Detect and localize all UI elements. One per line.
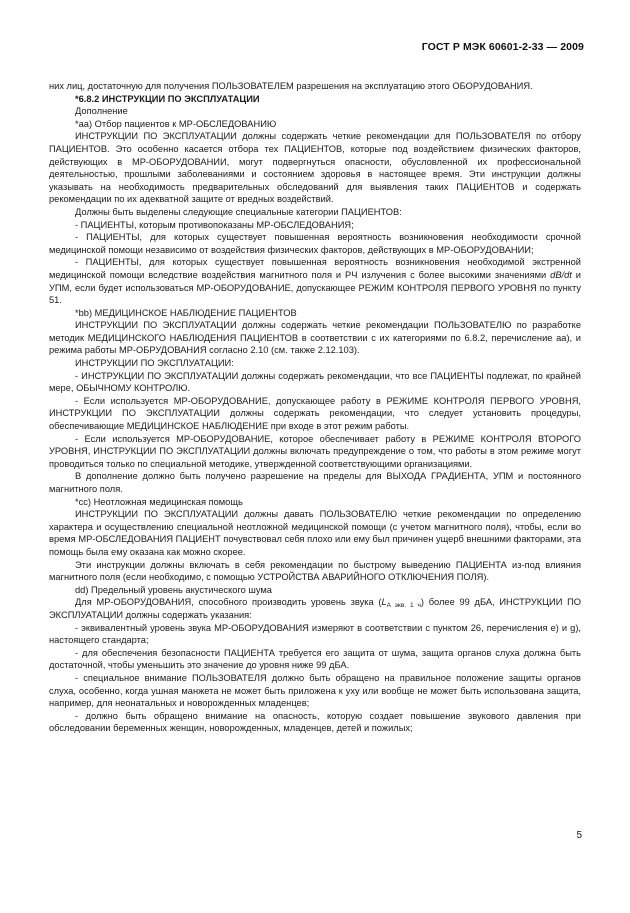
subsection-title: dd) Предельный уровень акустического шума [75, 584, 272, 595]
paragraph: Для МР-ОБОРУДОВАНИЯ, способного производить уровень звука $(L_{A экв. 1 ч})$ более 99 дБА, ИНСТРУКЦИИ ПО ЭКСПЛУАТАЦИИ должны содержать указания: [49, 597, 582, 620]
list-item: - ПАЦИЕНТЫ, которым противопоказаны МР-ОБСЛЕДОВАНИЯ; [75, 219, 354, 230]
paragraph: В дополнение должно быть получено разрешение на пределы для ВЫХОДА ГРАДИЕНТА, УПМ и постоянного магнитного поля. [49, 471, 581, 494]
subsection-title: *cc) Неотложная медицинская помощь [75, 496, 243, 507]
paragraph: них лиц, достаточную для получения ПОЛЬЗОВАТЕЛЕМ разрешения на эксплуатацию этого ОБОРУДОВАНИЯ. [49, 81, 533, 91]
document-body [49, 80, 581, 735]
addition-label: Дополнение [75, 106, 128, 117]
list-item: - для обеспечения безопасности ПАЦИЕНТА требуется его защита от шума, защита органов слуха должна быть достаточной, чтобы уменьшить это значение до уровня ниже 99 дБА. [49, 647, 581, 671]
list-item: - должно быть обращено внимание на опасность, которую создает повышение звукового давления при обследовании беременных женщин, новорожденных, младенцев, детей и пожилых; [49, 710, 581, 734]
paragraph: ИНСТРУКЦИИ ПО ЭКСПЛУАТАЦИИ должны давать ПОЛЬЗОВАТЕЛЮ четкие рекомендации по определению характера и осуществлению специальной неотложной медицинской помощи (с учетом магнитного поля), чтобы, если во время МР-ОБСЛЕДОВАНИЯ ПАЦИЕНТ почувствовал себя плохо или ему был причинен ущерб внешними факторами, эта помощь была ему оказана как можно скорее. [49, 509, 581, 557]
paragraph: Эти инструкции должны включать в себя рекомендации по быстрому выведению ПАЦИЕНТА из-под влияния магнитного поля (если необходимо, с помощью УСТРОЙСТВА АВАРИЙНОГО ОТКЛЮЧЕНИЯ ПОЛЯ). [49, 559, 581, 583]
subsection-title: *aa) Отбор пациентов к МР-ОБСЛЕДОВАНИЮ [75, 118, 277, 129]
standard-header: ГОСТ Р МЭК 60601-2-33 — 2009 [421, 41, 584, 53]
subsection-title: *bb) МЕДИЦИНСКОЕ НАБЛЮДЕНИЕ ПАЦИЕНТОВ [75, 307, 297, 318]
formula-var: dB/dt [550, 269, 572, 280]
paragraph: ИНСТРУКЦИИ ПО ЭКСПЛУАТАЦИИ: [75, 358, 234, 369]
list-item: - ИНСТРУКЦИИ ПО ЭКСПЛУАТАЦИИ должны содержать рекомендации, что все ПАЦИЕНТЫ подлежат, по крайней мере, ОБЫЧНОМУ КОНТРОЛЮ. [49, 370, 581, 394]
list-item: - ПАЦИЕНТЫ, для которых существует повышенная вероятность возникновения необходимой экстренной медицинской помощи вследствие воздействия магнитного поля и РЧ излучения с более высокими значениями dB/dt и УПМ, если будет использоваться МР-ОБОРУДОВАНИЕ, допускающее РЕЖИМ КОНТРОЛЯ ПЕРВОГО УРОВНЯ по пункту 51. [49, 257, 582, 306]
list-item: - специальное внимание ПОЛЬЗОВАТЕЛЯ должно быть обращено на правильное положение защиты органов слуха, особенно, когда ушная манжета не может быть приложена к уху или вообще не может быть использована защита, например, для неонатальных и новорожденных младенцев; [49, 672, 581, 709]
list-item: - эквивалентный уровень звука МР-ОБОРУДОВАНИЯ измеряют в соответствии с пунктом 26, перечисления e) и g), настоящего стандарта; [49, 622, 581, 646]
paragraph: ИНСТРУКЦИИ ПО ЭКСПЛУАТАЦИИ должны содержать четкие рекомендации для ПОЛЬЗОВАТЕЛЯ по отбору ПАЦИЕНТОВ. Это особенно касается отбора тех ПАЦИЕНТОВ, которые под воздействием физических факторов, действующих в МР-ОБОРУДОВАНИИ, могут подвергнуться опасности, обусловленной их профессиональной деятельностью, прошлыми заболеваниями и состоянием здоровья в настоящее время. Эти инструкции должны указывать на необходимость предварительных обследований для выявления таких ПАЦИЕНТОВ и содержать рекомендации по их адекватной защите от вредных воздействий. [49, 131, 581, 205]
list-item: - ПАЦИЕНТЫ, для которых существует повышенная вероятность возникновения необходимости срочной медицинской помощи независимо от воздействия физических факторов, действующих в МР-ОБОРУДОВАНИИ; [49, 232, 581, 255]
paragraph: Должны быть выделены следующие специальные категории ПАЦИЕНТОВ: [75, 206, 402, 217]
section-heading: *6.8.2 ИНСТРУКЦИИ ПО ЭКСПЛУАТАЦИИ [75, 93, 260, 104]
paragraph: ИНСТРУКЦИИ ПО ЭКСПЛУАТАЦИИ должны содержать четкие рекомендации ПОЛЬЗОВАТЕЛЮ по разработке методик МЕДИЦИНСКОГО НАБЛЮДЕНИЯ ПАЦИЕНТОВ в соответствии с их категориями по 6.8.2, перечисление aa), и режима работы МР-ОБРУДОВАНИЯ согласно 2.10 (см. также 2.12.103). [49, 320, 581, 356]
list-item: - Если используется МР-ОБОРУДОВАНИЕ, которое обеспечивает работу в РЕЖИМЕ КОНТРОЛЯ ВТОРОГО УРОВНЯ, ИНСТРУКЦИИ ПО ЭКСПЛУАТАЦИИ должны включать предупреждение о том, что работы в этом режиме могут проводиться только по специальной методике, утвержденной соответствующими организациями. [49, 433, 581, 469]
list-item: - Если используется МР-ОБОРУДОВАНИЕ, допускающее работу в РЕЖИМЕ КОНТРОЛЯ ПЕРВОГО УРОВНЯ, ИНСТРУКЦИИ ПО ЭКСПЛУАТАЦИИ должны содержать рекомендации, что следует установить процедуры, обеспечивающие МЕДИЦИНСКОЕ НАБЛЮДЕНИЕ при входе в этот режим работы. [49, 395, 581, 432]
page-number: 5 [576, 830, 582, 841]
